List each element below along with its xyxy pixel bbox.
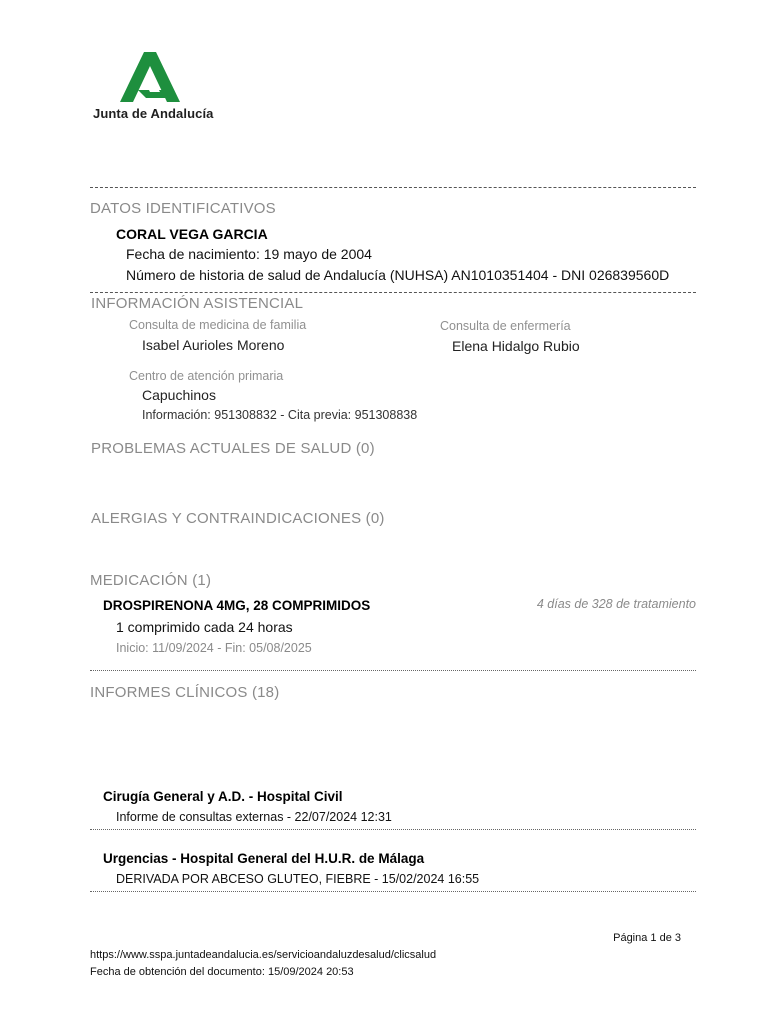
section-title-problems: PROBLEMAS ACTUALES DE SALUD (0) [91,440,375,457]
birth-date: Fecha de nacimiento: 19 mayo de 2004 [126,246,372,262]
nursing-label: Consulta de enfermería [440,319,571,333]
divider [90,829,696,830]
divider [90,670,696,671]
medication-dates: Inicio: 11/09/2024 - Fin: 05/08/2025 [116,641,312,655]
divider [90,891,696,892]
nursing-value: Elena Hidalgo Rubio [452,338,580,354]
center-info: Información: 951308832 - Cita previa: 951308838 [142,408,418,422]
section-title-allergies: ALERGIAS Y CONTRAINDICACIONES (0) [91,510,385,527]
section-title-medication: MEDICACIÓN (1) [90,572,212,589]
medication-dosage: 1 comprimido cada 24 horas [116,619,293,635]
section-title-reports: INFORMES CLÍNICOS (18) [90,684,280,701]
divider [90,292,696,293]
center-label: Centro de atención primaria [129,369,284,383]
family-doctor-label: Consulta de medicina de familia [129,318,307,332]
divider [90,187,696,188]
patient-name: CORAL VEGA GARCIA [116,226,268,242]
medication-progress: 4 días de 328 de tratamiento [536,597,696,611]
report-subtitle: DERIVADA POR ABCESO GLUTEO, FIEBRE - 15/02/2024 16:55 [116,872,480,886]
medication-name: DROSPIRENONA 4MG, 28 COMPRIMIDOS [103,598,371,613]
section-title-assistance: INFORMACIÓN ASISTENCIAL [91,295,304,312]
andalucia-a-icon [118,52,182,106]
center-value: Capuchinos [142,387,216,403]
report-title[interactable]: Cirugía General y A.D. - Hospital Civil [103,789,343,804]
junta-andalucia-logo [93,48,223,128]
footer-date: Fecha de obtención del documento: 15/09/2024 20:53 [90,966,354,978]
health-id: Número de historia de salud de Andalucía (NUHSA) AN1010351404 - DNI 026839560D [126,267,670,283]
report-title[interactable]: Urgencias - Hospital General del H.U.R. de Málaga [103,851,425,866]
logo-text: Junta de Andalucía [93,106,214,121]
page-number: Página 1 de 3 [613,932,681,944]
section-title-identification: DATOS IDENTIFICATIVOS [90,200,276,217]
footer-url[interactable]: https://www.sspa.juntadeandalucia.es/servicioandaluzdesalud/clicsalud [90,949,437,961]
family-doctor-value: Isabel Aurioles Moreno [142,337,285,353]
report-subtitle: Informe de consultas externas - 22/07/2024 12:31 [116,810,392,824]
